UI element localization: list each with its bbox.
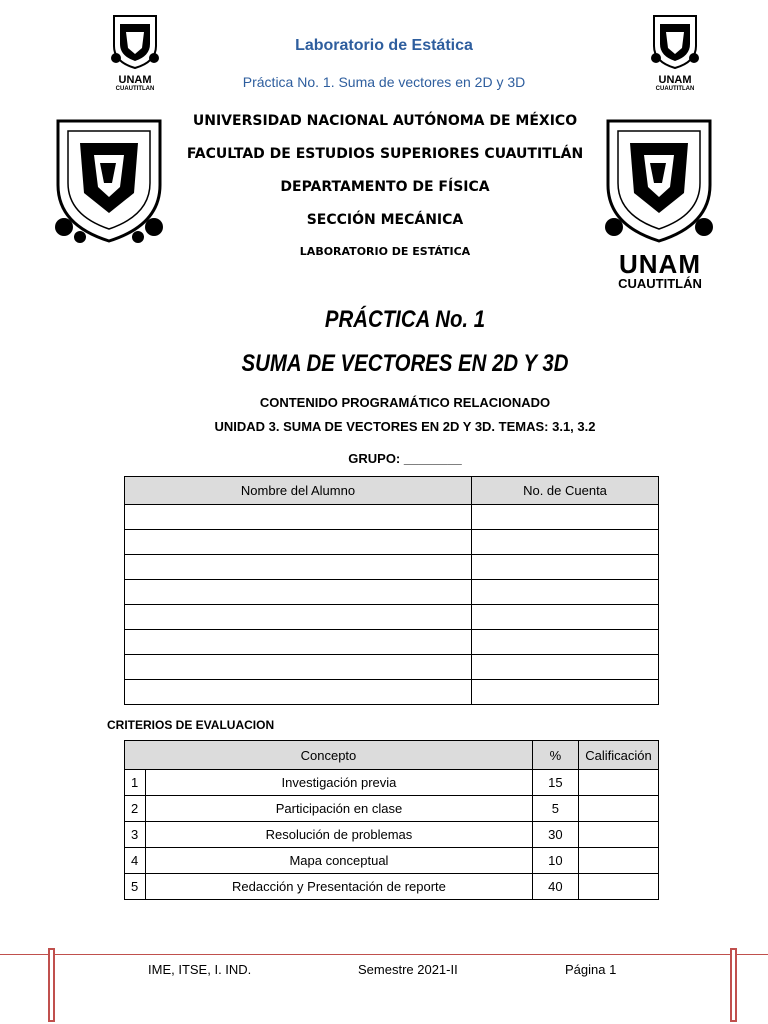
- student-name-cell[interactable]: [125, 680, 472, 705]
- unit-line: UNIDAD 3. SUMA DE VECTORES EN 2D Y 3D. TEMAS: 3.1, 3.2: [214, 419, 596, 434]
- footer-semester: Semestre 2021-II: [358, 962, 458, 977]
- column-header-concept: Concepto: [125, 741, 533, 770]
- concept-cell: Participación en clase: [146, 796, 533, 822]
- table-header-row: [125, 741, 659, 770]
- account-cell[interactable]: [472, 655, 659, 680]
- practice-number: PRÁCTICA No. 1: [324, 306, 486, 333]
- grade-cell[interactable]: [578, 796, 658, 822]
- percent-cell: 15: [532, 770, 578, 796]
- column-header-percent: %: [532, 741, 578, 770]
- percent-cell: 30: [532, 822, 578, 848]
- column-header-name: Nombre del Alumno: [125, 477, 472, 505]
- logo-text-cuautitlan: CUAUTITLAN: [115, 86, 155, 92]
- student-name-cell[interactable]: [125, 530, 472, 555]
- percent-cell: 5: [532, 796, 578, 822]
- column-header-grade: Calificación: [578, 741, 658, 770]
- footer-left-text: IME, ITSE, I. IND.: [148, 962, 252, 977]
- header-title: Laboratorio de Estática: [295, 37, 473, 54]
- table-row: [125, 630, 659, 655]
- institution-line-4: SECCIÓN MECÁNICA: [306, 212, 464, 228]
- content-heading: CONTENIDO PROGRAMÁTICO RELACIONADO: [259, 395, 551, 410]
- institution-line-1: UNIVERSIDAD NACIONAL AUTÓNOMA DE MÉXICO: [192, 113, 578, 129]
- row-number: 3: [125, 822, 146, 848]
- footer-page-number: Página 1: [565, 962, 617, 977]
- concept-cell: Investigación previa: [146, 770, 533, 796]
- logo-large-unam: UNAM: [619, 249, 701, 279]
- criteria-heading: CRITERIOS DE EVALUACION: [107, 718, 275, 732]
- percent-cell: 10: [532, 848, 578, 874]
- row-number: 1: [125, 770, 146, 796]
- account-cell[interactable]: [472, 505, 659, 530]
- student-name-cell[interactable]: [125, 630, 472, 655]
- table-row: [125, 605, 659, 630]
- row-number: 2: [125, 796, 146, 822]
- student-name-cell[interactable]: [125, 655, 472, 680]
- table-row: [125, 770, 659, 796]
- row-number: 5: [125, 874, 146, 900]
- footer-bar-right: [730, 948, 737, 1022]
- unam-logo-large-right: [600, 115, 720, 290]
- student-name-cell[interactable]: [125, 580, 472, 605]
- criteria-table: [124, 740, 659, 900]
- institution-line-2: FACULTAD DE ESTUDIOS SUPERIORES CUAUTITLÁN: [186, 146, 584, 162]
- logo-text-cuautitlan: CUAUTITLAN: [655, 86, 695, 92]
- logo-large-cuautitlan: CUAUTITLÁN: [618, 276, 702, 291]
- grade-cell[interactable]: [578, 770, 658, 796]
- logo-text-unam: UNAM: [118, 74, 152, 86]
- grade-cell[interactable]: [578, 822, 658, 848]
- account-cell[interactable]: [472, 530, 659, 555]
- concept-cell: Mapa conceptual: [146, 848, 533, 874]
- footer-bar-left: [48, 948, 55, 1022]
- student-name-cell[interactable]: [125, 605, 472, 630]
- header-subtitle: Práctica No. 1. Suma de vectores en 2D y 3D: [242, 74, 526, 90]
- account-cell[interactable]: [472, 630, 659, 655]
- grade-cell[interactable]: [578, 848, 658, 874]
- account-cell[interactable]: [472, 555, 659, 580]
- concept-cell: Redacción y Presentación de reporte: [146, 874, 533, 900]
- table-row: [125, 874, 659, 900]
- table-row: [125, 680, 659, 705]
- table-row: [125, 796, 659, 822]
- institution-line-5: LABORATORIO DE ESTÁTICA: [299, 245, 471, 258]
- table-row: [125, 505, 659, 530]
- table-row: [125, 822, 659, 848]
- table-row: [125, 555, 659, 580]
- student-name-cell[interactable]: [125, 505, 472, 530]
- table-row: [125, 580, 659, 605]
- table-header-row: [125, 477, 659, 505]
- row-number: 4: [125, 848, 146, 874]
- students-table: [124, 476, 659, 705]
- table-row: [125, 655, 659, 680]
- table-row: [125, 530, 659, 555]
- practice-title: SUMA DE VECTORES EN 2D Y 3D: [241, 350, 569, 377]
- column-header-account: No. de Cuenta: [472, 477, 659, 505]
- account-cell[interactable]: [472, 580, 659, 605]
- group-line: GRUPO: ________: [348, 451, 462, 466]
- student-name-cell[interactable]: [125, 555, 472, 580]
- concept-cell: Resolución de problemas: [146, 822, 533, 848]
- account-cell[interactable]: [472, 680, 659, 705]
- logo-text-unam: UNAM: [658, 74, 692, 86]
- grade-cell[interactable]: [578, 874, 658, 900]
- account-cell[interactable]: [472, 605, 659, 630]
- percent-cell: 40: [532, 874, 578, 900]
- table-row: [125, 848, 659, 874]
- institution-line-3: DEPARTAMENTO DE FÍSICA: [280, 179, 490, 195]
- footer-divider: [0, 954, 768, 955]
